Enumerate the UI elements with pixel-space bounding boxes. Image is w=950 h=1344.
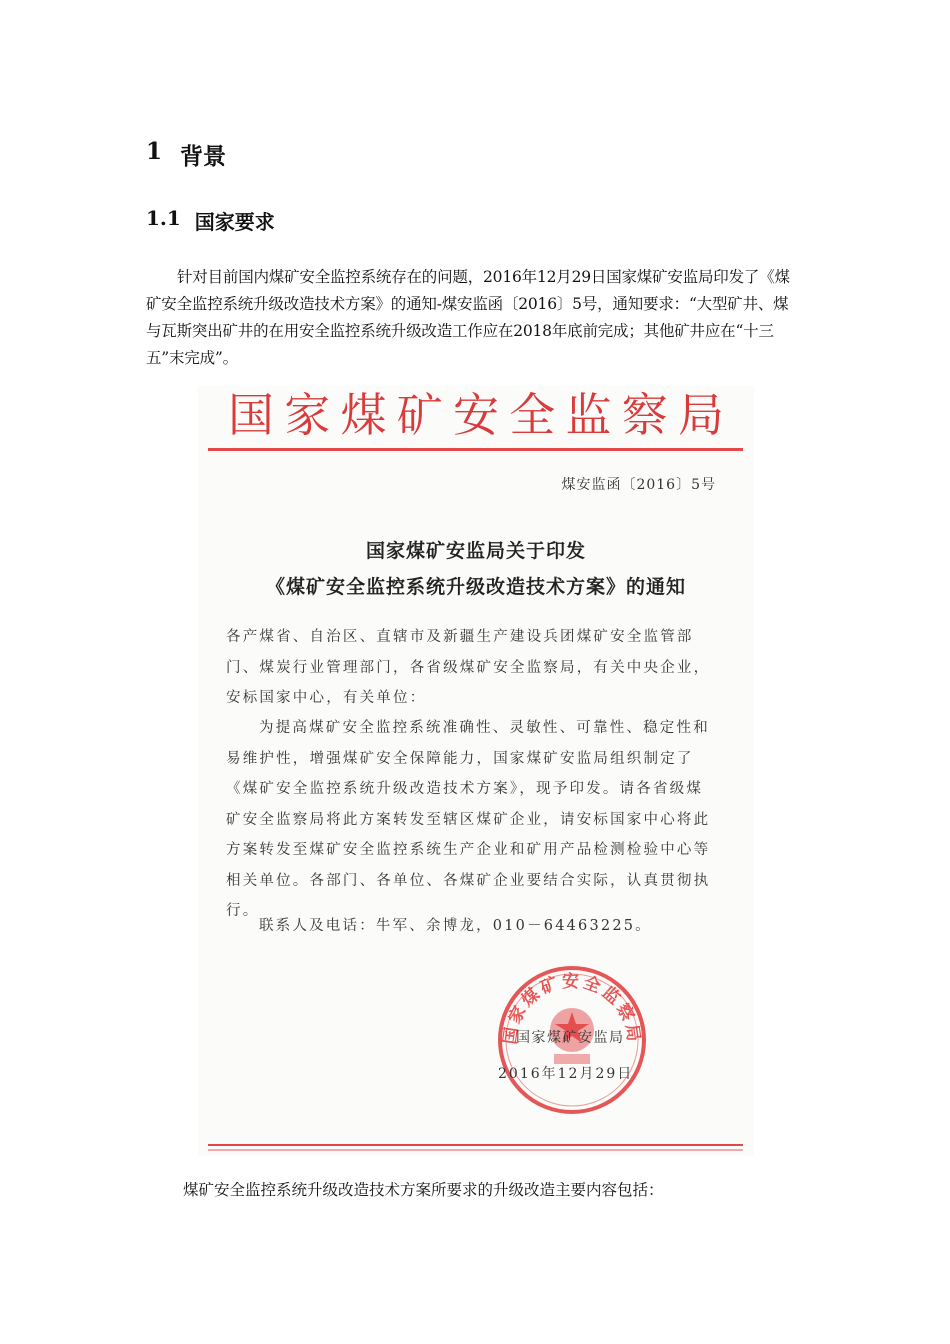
agency-header: 国家煤矿安全监察局 [228, 388, 728, 442]
notice-title-line-2: 《煤矿安全监控系统升级改造技术方案》的通知 [265, 576, 686, 598]
seal-text: 国家煤矿安全监察局 [500, 971, 644, 1046]
section-number: 1 [146, 138, 163, 165]
subsection-heading [146, 206, 275, 235]
reference-number: 煤安监函〔2016〕5号 [561, 477, 716, 493]
notice-title-line-1: 国家煤矿安监局关于印发 [365, 540, 586, 562]
closing-line: 煤矿安全监控系统升级改造技术方案所要求的升级改造主要内容包括： [183, 1181, 664, 1199]
notice-date: 2016年12月29日 [498, 1066, 634, 1082]
subsection-title: 国家要求 [194, 210, 275, 234]
intro-paragraph: 针对目前国内煤矿安全监控系统存在的问题，2016年12月29日国家煤矿安监局印发了《煤矿安全监控系统升级改造技术方案》的通知-煤安监函〔2016〕5号，通知要求：“大型矿井、煤与瓦斯突出矿井的在用安全监控系统升级改造工作应在2018年底前完成；其他矿井应在“十三五”末完成”。 [146, 268, 790, 367]
section-title: 背景 [180, 143, 227, 170]
scanned-notice-image [198, 386, 754, 1156]
signature: 国家煤矿安监局 [516, 1030, 625, 1046]
notice-body: 为提高煤矿安全监控系统准确性、灵敏性、可靠性、稳定性和易维护性，增强煤矿安全保障能力，国家煤矿安监局组织制定了《煤矿安全监控系统升级改造技术方案》，现予印发。请各省级煤矿安全监察局将此方案转发至辖区煤矿企业，请安标国家中心将此方案转发至煤矿安全监控系统生产企业和矿用产品检测检验中心等相关单位。各部门、各单位、各煤矿企业要结合实际，认真贯彻执行。 [226, 720, 711, 919]
section-heading [146, 138, 226, 171]
notice-recipients: 各产煤省、自治区、直辖市及新疆生产建设兵团煤矿安全监管部门、煤炭行业管理部门，各省级煤矿安全监察局，有关中央企业，安标国家中心，有关单位： [226, 629, 711, 706]
red-rule-bottom [208, 1144, 743, 1146]
subsection-number: 1.1 [146, 206, 181, 230]
red-rule-top [208, 448, 743, 451]
notice-contact: 联系人及电话：牛军、余博龙，010－64463225。 [259, 918, 652, 934]
